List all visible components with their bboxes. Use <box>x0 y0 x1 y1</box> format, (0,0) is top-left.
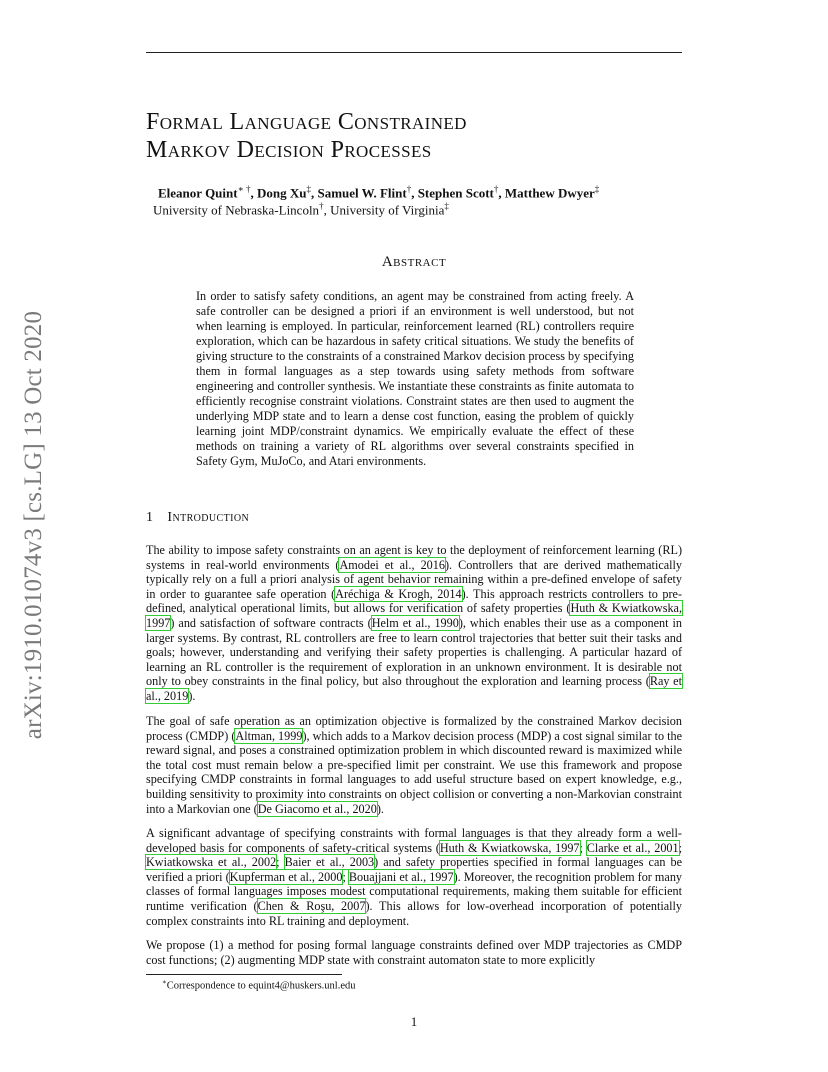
paragraph-text: We propose (1) a method for posing formal language constraints defined over MDP trajectories as CMDP cost functions; (2) augmenting MDP state with constraint automaton state to more explicitly <box>146 938 682 967</box>
paragraph-text: ). Moreover, the recognition problem for many classes of formal languages imposes modest computational requirements, making them suitable for efficient runtime verification ( <box>146 869 683 913</box>
page-number: 1 <box>410 1014 418 1029</box>
author-name: Eleanor Quint <box>158 185 238 201</box>
affiliations: University of Nebraska-Lincoln†, University of Virginia‡ <box>153 201 449 218</box>
paragraph-text: ) and safety properties specified in formal languages can be verified a priori ( <box>146 855 682 884</box>
affiliation-name: University of Virginia <box>330 202 445 218</box>
paragraph-text: ), which adds to a Markov decision process (MDP) a cost signal similar to the reward signal, and poses a constrained optimization problem in which discounted reward is maximized while the total cost must remain below a pre-specified limit per constraint. We use this framework and propose specifying CMDP constraints in formal languages to add useful structure based on expert knowledge, e.g., building sensitivity to proximity into constraints on object collision or converting a non-Markovian constraint into a Markovian one ( <box>146 728 682 816</box>
citation-link[interactable]: Huth & Kwiatkowska, 1997 <box>146 601 682 630</box>
author-mark: ‡ <box>306 184 311 194</box>
title-line-2: Markov Decision Processes <box>146 137 432 163</box>
affiliation-mark: † <box>319 201 324 211</box>
citation-link[interactable]: Bouajjani et al., 1997 <box>348 869 454 884</box>
citation-link[interactable]: Kupferman et al., 2000 <box>229 869 343 884</box>
author-mark: ∗ † <box>237 184 251 194</box>
paragraph-text: The ability to impose safety constraints on an agent is key to the deployment of reinforcement learning (RL) systems in real-world environments ( <box>146 543 682 572</box>
footnote-rule <box>146 974 342 975</box>
citation-link[interactable]: Clarke et al., 2001 <box>586 840 679 855</box>
abstract-heading: Abstract <box>381 254 447 270</box>
footnote-mark: ∗ <box>162 978 167 986</box>
author-mark: † <box>406 184 412 194</box>
author-mark: ‡ <box>594 184 600 194</box>
affiliation-mark: ‡ <box>444 201 449 211</box>
paragraph-text: ; <box>342 869 349 884</box>
author-name: Matthew Dwyer <box>504 185 595 201</box>
intro-paragraph-4 <box>146 938 682 967</box>
paragraph-text: The goal of safe operation as an optimization objective is formalized by the constrained Markov decision process (CMDP) ( <box>146 714 682 743</box>
section-number: 1 <box>146 510 154 525</box>
paragraph-text: ; <box>276 855 285 870</box>
paragraph-text: ). This allows for low-overhead incorporation of potentially complex constraints into RL training and deployment. <box>146 898 682 928</box>
citation-link[interactable]: Huth & Kwiatkowska, 1997 <box>439 840 580 855</box>
arxiv-id: arXiv:1910.01074v3 [cs.LG] 13 Oct 2020 <box>20 310 47 740</box>
citation-link[interactable]: Baier et al., 2003 <box>284 855 375 870</box>
footnote-text: Correspondence to equint4@huskers.unl.edu <box>166 980 356 992</box>
paragraph-text: ). <box>376 801 384 816</box>
author-mark: † <box>493 184 499 194</box>
footnote <box>162 978 355 992</box>
citation-link[interactable]: Amodei et al., 2016 <box>339 557 445 572</box>
paragraph-text: ) and satisfaction of software contracts ( <box>170 615 372 630</box>
paragraph-text: A significant advantage of specifying constraints with formal languages is that they already form a well-developed basis for components of safety-critical systems ( <box>146 826 682 855</box>
citation-link[interactable]: Chen & Roşu, 2007 <box>257 898 366 913</box>
author-name: Stephen Scott <box>417 185 494 201</box>
top-rule <box>146 52 682 53</box>
citation-link[interactable]: Kwiatkowska et al., 2002 <box>146 855 277 870</box>
author-list: Eleanor Quint∗ †, Dong Xu‡, Samuel W. Flint†, Stephen Scott†, Matthew Dwyer‡ <box>158 184 600 201</box>
intro-paragraph-1 <box>146 543 682 704</box>
title-line-1: Formal Language Constrained <box>146 109 467 135</box>
paragraph-text: ), which enables their use as a component in larger systems. By contrast, RL controllers are free to learn control trajectories that better suit their tasks and goals; however, understanding and verifying their safety properties is challenging. A particular hazard of learning an RL controller is the requirement of exploration in an unknown environment. It is desirable not only to obey constraints in the final policy, but also throughout the exploration and learning process ( <box>146 615 683 689</box>
citation-link[interactable]: De Giacomo et al., 2020 <box>257 801 377 816</box>
citation-link[interactable]: Ray et al., 2019 <box>146 674 682 703</box>
author-name: Samuel W. Flint <box>317 185 407 201</box>
paper-title <box>146 108 467 164</box>
paragraph-text: ). Controllers that are derived mathematically typically rely on a full a priori analysis of agent behavior remaining within a pre-defined envelope of safety in order to guarantee safe operation ( <box>146 557 683 601</box>
paragraph-text: ; <box>579 840 587 855</box>
section-title: Introduction <box>167 510 250 525</box>
paragraph-text: ). <box>188 688 196 703</box>
citation-link[interactable]: Aréchiga & Krogh, 2014 <box>335 586 462 601</box>
section-heading <box>146 510 249 526</box>
paragraph-text: ). This approach restricts controllers to pre-defined, analytical operational limits, but allows for verification of safety properties ( <box>146 586 682 616</box>
citation-link[interactable]: Helm et al., 1990 <box>371 615 459 630</box>
citation-link[interactable]: Altman, 1999 <box>235 728 303 743</box>
affiliation-name: University of Nebraska-Lincoln <box>153 202 320 218</box>
author-name: Dong Xu <box>256 185 307 201</box>
arxiv-sidebar-stamp <box>16 290 52 760</box>
paragraph-text: ; <box>678 840 682 855</box>
intro-paragraph-3 <box>146 826 682 928</box>
intro-paragraph-2 <box>146 714 682 816</box>
abstract-text: In order to satisfy safety conditions, an agent may be constrained from acting freely. A safe controller can be designed a priori if an environment is well understood, but not when learning is employed. In particular, reinforcement learned (RL) controllers require exploration, which can be hazardous in safety critical situations. We study the benefits of giving structure to the constraints of a constrained Markov decision process by specifying them in formal languages as a step towards using safety methods from software engineering and controller synthesis. We instantiate these constraints as finite automata to efficiently recognise constraint violations. Constraint states are then used to augment the underlying MDP state and to learn a dense cost function, easing the problem of quickly learning joint MDP/constraint dynamics. We empirically evaluate the effect of these methods on training a variety of RL algorithms over several constraints specified in Safety Gym, MuJoCo, and Atari environments. <box>196 289 634 468</box>
